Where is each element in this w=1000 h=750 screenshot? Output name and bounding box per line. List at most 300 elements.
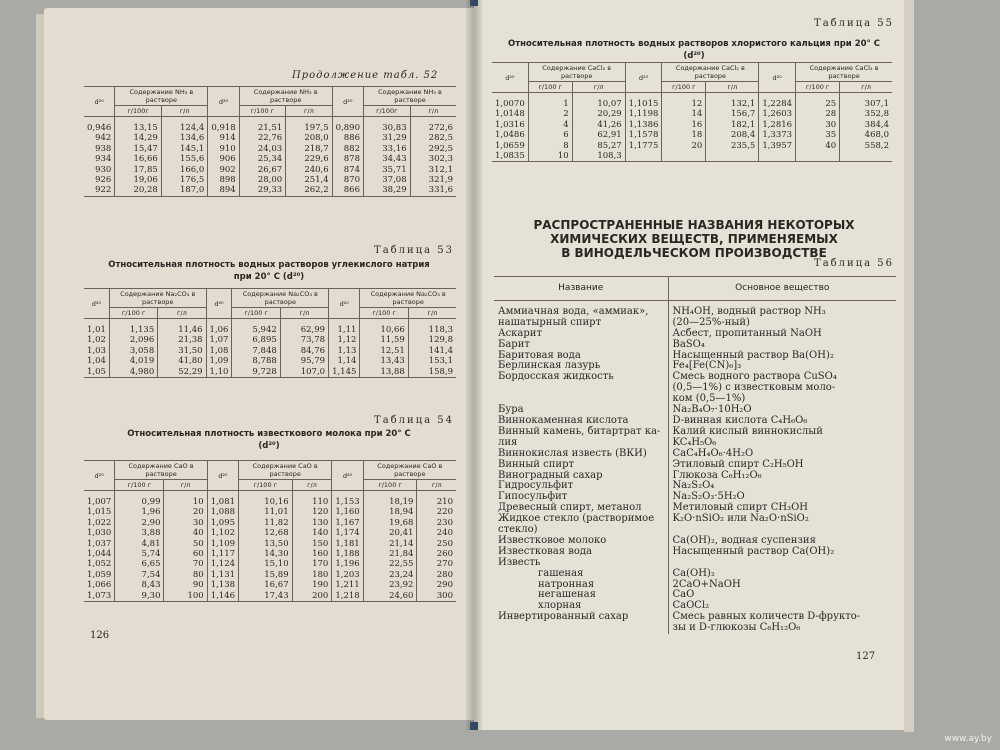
table-cell: 1,1386 [625, 120, 662, 130]
table-cell: 158,9 [428, 366, 453, 377]
table-cell: 18,94 [363, 507, 417, 517]
table-cell: 18,19 [363, 491, 417, 508]
table-cell: 1,153 [332, 491, 363, 508]
list-item [494, 300, 896, 317]
table-cell: 938 [84, 144, 115, 154]
list-item [494, 329, 896, 340]
table-cell [625, 151, 662, 162]
density-header: d²⁰ [759, 63, 796, 93]
table-cell: 2,90 [115, 518, 164, 528]
table-cell: 218,7 [286, 144, 333, 154]
table-cell: 898 [208, 175, 239, 185]
table-cell: 1,1578 [625, 130, 662, 140]
table-cell: 866 [332, 185, 363, 196]
table-cell: 24,60 [363, 591, 417, 602]
unit-header: г/100 г [115, 480, 164, 491]
table-cell: 1,1198 [625, 109, 662, 119]
unit-header: г/л [572, 82, 625, 93]
table-cell: 107,0 [280, 367, 328, 378]
table-cell: 50 [164, 539, 207, 549]
substance-name: Жидкое стекло (растворимое [494, 514, 668, 525]
table-cell: 906 [208, 154, 239, 164]
main-substance: Насыщенный раствор Ba(OH)₂ [672, 349, 834, 361]
table-cell: 13,43 [360, 356, 408, 366]
table-cell: 1,0659 [492, 141, 528, 151]
table-cell: 160 [292, 549, 332, 559]
table-cell: 235,5 [706, 141, 759, 151]
substance-name: лия [494, 438, 668, 449]
book-gutter [466, 0, 482, 730]
table-cell: 11,82 [239, 518, 293, 528]
table-cell: 8,43 [115, 580, 164, 590]
content-header: Содержание Na₂CO₃ в растворе [109, 289, 206, 308]
table-row [84, 549, 456, 559]
substance-name: Винный камень, битартрат ка- [494, 427, 668, 438]
main-substance: ком (0,5—1%) [672, 393, 746, 405]
table-cell: 1,11 [329, 319, 360, 336]
table-cell: 1,145 [329, 367, 360, 378]
table-cell: 270 [436, 559, 453, 570]
table-cell: 4,81 [115, 539, 164, 549]
table-cell: 870 [332, 175, 363, 185]
substance-name: Известь [494, 558, 668, 569]
table-cell: 62,99 [280, 319, 328, 336]
unit-header: г/л [158, 308, 206, 319]
table-cell: 132,1 [706, 93, 759, 110]
table-cell: 262,2 [286, 185, 333, 196]
substance-name: Барит [494, 340, 668, 351]
substance-name: Известковое молоко [494, 536, 668, 547]
page-number-right: 127 [856, 651, 876, 662]
table-cell: 1,066 [84, 580, 115, 590]
table-cell: 1,095 [207, 518, 238, 528]
table-cell: 1,030 [84, 528, 115, 538]
substance-name: гашеная [494, 569, 668, 580]
table-cell: 20,29 [572, 109, 625, 119]
table-cell: 1,01 [84, 319, 109, 336]
table-cell: 31,50 [158, 346, 206, 356]
unit-header: г/л [408, 308, 456, 319]
main-substance: NH₄OH, водный раствор NH₃ [672, 305, 826, 317]
table-cell: 1,1775 [625, 141, 662, 151]
table-cell: 1,135 [109, 319, 157, 336]
table-cell [662, 151, 706, 162]
table-cell: 13,88 [360, 367, 408, 378]
table-cell: 1,131 [207, 570, 238, 580]
list-item [494, 514, 896, 525]
table-row [84, 356, 456, 366]
column-header-name: Название [494, 277, 668, 301]
table-cell: 282,5 [428, 133, 453, 144]
table-cell: 12,68 [239, 528, 293, 538]
table-cell: 1,015 [84, 507, 115, 517]
substance-name: Виннокаменная кислота [494, 416, 668, 427]
table-cell: 1,10 [206, 367, 232, 378]
main-substance: Ca(OH)₂, водная суспензия [672, 534, 816, 546]
table-cell: 10,07 [572, 93, 625, 110]
table-row [492, 120, 892, 130]
density-header: d²⁰ [492, 63, 528, 93]
table-cell: 140 [292, 528, 332, 538]
table-cell: 1,05 [84, 367, 109, 378]
list-item [494, 460, 896, 471]
table-cell: 5,74 [115, 549, 164, 559]
table-cell [759, 151, 796, 162]
table-cell: 902 [208, 165, 239, 175]
table-cell: 307,1 [864, 99, 889, 109]
table-cell: 1,3373 [759, 130, 796, 140]
table-cell: 290 [436, 580, 453, 591]
content-header: Содержание Na₂CO₃ в растворе [360, 289, 456, 308]
section-heading-line-3: В ВИНОДЕЛЬЧЕСКОМ ПРОИЗВОДСТВЕ [561, 246, 827, 260]
main-substance: CaO [672, 589, 695, 601]
main-substance: Na₂B₄O₇·10H₂O [672, 404, 752, 416]
left-page [44, 8, 474, 720]
table-cell: 23,92 [363, 580, 417, 590]
table-cell: 240 [436, 528, 453, 539]
table-cell: 37,08 [364, 175, 411, 185]
table-cell: 124,4 [161, 117, 208, 134]
table-cell: 1,181 [332, 539, 363, 549]
table-cell: 11,59 [360, 335, 408, 345]
table-cell: 182,1 [706, 120, 759, 130]
table-cell: 6,65 [115, 559, 164, 569]
table-cell: 229,6 [286, 154, 333, 164]
main-substance: CaC₄H₄O₆·4H₂O [672, 447, 754, 459]
density-header: d²⁰ [329, 289, 360, 319]
table-cell: 1,0835 [492, 151, 528, 162]
list-item [494, 340, 896, 351]
right-page-edge [904, 0, 914, 732]
table-cell: 331,6 [428, 185, 453, 196]
table-cell: 3,88 [115, 528, 164, 538]
density-header: d²⁰ [208, 87, 239, 117]
table-cell: 15,89 [239, 570, 293, 580]
table-cell: 73,78 [280, 335, 328, 345]
density-header: d²⁰ [625, 63, 662, 93]
table-cell: 9,30 [115, 591, 164, 602]
substance-name: Гидросульфит [494, 481, 668, 492]
substance-name: Бура [494, 405, 668, 416]
table-cell: 20 [164, 507, 207, 517]
table-cell: 894 [208, 185, 239, 196]
content-header: Содержание CaO в растворе [115, 461, 207, 480]
table-cell: 14 [662, 109, 706, 119]
table-row [492, 151, 892, 162]
content-header: Содержание CaCl₂ в растворе [796, 63, 892, 82]
substance-name: хлорная [494, 601, 668, 612]
table-cell: 134,6 [161, 133, 208, 143]
table-cell: 15,10 [239, 559, 293, 569]
unit-header: г/100г [364, 106, 411, 117]
table-cell: 25,34 [239, 154, 285, 164]
table-cell: 1,03 [84, 346, 109, 356]
main-substance: Глюкоза C₆H₁₂O₆ [672, 469, 762, 481]
table-cell: 934 [84, 154, 115, 164]
unit-header: г/100г [115, 106, 161, 117]
table-row [84, 117, 456, 134]
table-row [84, 175, 456, 185]
table-cell: 874 [332, 165, 363, 175]
main-substance: Na₂S₂O₄ [672, 480, 715, 492]
table-cell: 1,08 [206, 346, 232, 356]
table-cell: 1,2284 [759, 93, 796, 110]
table-cell: 28 [796, 109, 840, 119]
table-cell: 110 [292, 491, 332, 508]
table-cell: 1,088 [207, 507, 238, 517]
table-row [84, 491, 456, 508]
table-cell: 197,5 [286, 117, 333, 134]
table-cell: 40 [164, 528, 207, 538]
page-number-left: 126 [90, 630, 110, 641]
table-54 [84, 460, 456, 602]
table-cell: 5,942 [232, 319, 280, 336]
main-substance: (0,5—1%) с известковым моло- [672, 382, 836, 394]
table-cell: 4,019 [109, 356, 157, 366]
table-row [84, 539, 456, 549]
list-item [494, 449, 896, 460]
unit-header: г/100 г [528, 82, 572, 93]
table-cell: 19,68 [363, 518, 417, 528]
table-cell: 910 [208, 144, 239, 154]
table-54-label: Таблица 54 [374, 415, 454, 426]
table-54-title: Относительная плотность известкового молока при 20° С (d²⁰) [127, 429, 411, 451]
table-cell: 200 [292, 591, 332, 602]
table-cell: 17,85 [115, 165, 161, 175]
substance-name [494, 383, 668, 394]
substance-name: Инвертированный сахар [494, 612, 668, 623]
table-cell: 95,79 [280, 356, 328, 366]
table-cell: 1,044 [84, 549, 115, 559]
table-cell: 11,46 [158, 319, 206, 336]
table-cell: 41,26 [572, 120, 625, 130]
table-cell: 260 [436, 549, 453, 560]
table-cell: 1,109 [207, 539, 238, 549]
density-header: d²⁰ [84, 87, 115, 117]
table-cell: 21,38 [158, 335, 206, 345]
table-cell: 30 [796, 120, 840, 130]
substance-name: Винный спирт [494, 460, 668, 471]
table-cell: 292,5 [428, 143, 453, 154]
main-substance: K₂O·nSiO₂ или Na₂O·nSiO₂ [672, 513, 809, 525]
table-cell: 1,0316 [492, 120, 528, 130]
main-substance: 2CaO+NaOH [672, 578, 741, 590]
main-substance: BaSO₄ [672, 338, 705, 350]
table-cell: 926 [84, 175, 115, 185]
table-cell: 1,196 [332, 559, 363, 569]
table-cell: 90 [164, 580, 207, 590]
substance-name: Берлинская лазурь [494, 361, 668, 372]
table-cell: 1,13 [329, 346, 360, 356]
table-cell: 1,211 [332, 580, 363, 590]
table-cell: 180 [292, 570, 332, 580]
table-cell: 208,0 [286, 133, 333, 143]
table-cell: 9,728 [232, 367, 280, 378]
table-cell: 62,91 [572, 130, 625, 140]
table-cell: 1,0148 [492, 109, 528, 119]
table-cell: 15,47 [115, 144, 161, 154]
unit-header: г/100 г [796, 82, 840, 93]
table-cell: 150 [292, 539, 332, 549]
continuation-label: Продолжение табл. 52 [292, 70, 439, 81]
table-cell: 166,0 [161, 165, 208, 175]
unit-header: г/л [410, 106, 456, 117]
table-cell: 1,117 [207, 549, 238, 559]
table-cell: 34,43 [364, 154, 411, 164]
table-row [84, 367, 456, 378]
table-cell: 1 [528, 93, 572, 110]
table-cell: 155,6 [161, 154, 208, 164]
table-cell: 26,67 [239, 165, 285, 175]
table-cell: 16 [662, 120, 706, 130]
table-cell: 1,102 [207, 528, 238, 538]
table-cell [796, 151, 840, 162]
table-cell: 29,33 [239, 185, 285, 196]
table-cell: 8,788 [232, 356, 280, 366]
table-cell: 10,16 [239, 491, 293, 508]
table-cell: 886 [332, 133, 363, 143]
table-cell: 13,50 [239, 539, 293, 549]
table-row [492, 130, 892, 140]
table-row [84, 518, 456, 528]
table-cell: 41,80 [158, 356, 206, 366]
table-cell [840, 151, 892, 162]
content-header: Содержание CaO в растворе [239, 461, 332, 480]
substance-name: негашеная [494, 590, 668, 601]
substance-name: Гипосульфит [494, 492, 668, 503]
content-header: Содержание CaO в растворе [363, 461, 456, 480]
table-cell: 28,00 [239, 175, 285, 185]
table-cell: 1,06 [206, 319, 232, 336]
table-cell: 108,3 [572, 151, 625, 162]
table-cell: 1,022 [84, 518, 115, 528]
table-cell: 12,51 [360, 346, 408, 356]
table-cell: 1,081 [207, 491, 238, 508]
table-cell: 1,188 [332, 549, 363, 559]
table-56-label: Таблица 56 [814, 258, 894, 269]
table-cell: 352,8 [864, 109, 889, 120]
content-header: Содержание NH₃ в растворе [239, 87, 332, 106]
substance-name [494, 623, 668, 634]
table-cell: 3,058 [109, 346, 157, 356]
table-cell: 100 [164, 591, 207, 602]
table-53-label: Таблица 53 [374, 245, 454, 256]
table-cell: 230 [436, 517, 453, 528]
table-cell: 1,14 [329, 356, 360, 366]
table-cell: 16,67 [239, 580, 293, 590]
table-row [492, 109, 892, 119]
table-row [84, 570, 456, 580]
table-cell: 468,0 [864, 130, 889, 141]
table-cell: 1,174 [332, 528, 363, 538]
table-cell: 1,0486 [492, 130, 528, 140]
table-cell: 35,71 [364, 165, 411, 175]
table-cell: 1,96 [115, 507, 164, 517]
table-cell: 4,980 [109, 367, 157, 378]
main-substance: Этиловый спирт C₂H₅OH [672, 458, 804, 470]
table-cell: 280 [436, 569, 453, 580]
unit-header: г/100 г [360, 308, 408, 319]
book-spine-top [470, 0, 478, 6]
table-cell: 156,7 [706, 109, 759, 119]
table-cell: 129,8 [428, 335, 453, 346]
substance-name: Бордосская жидкость [494, 372, 668, 383]
table-cell: 84,76 [280, 346, 328, 356]
right-page [474, 0, 910, 730]
table-cell: 21,84 [363, 549, 417, 559]
table-row [84, 165, 456, 175]
table-cell: 20,28 [115, 185, 161, 196]
table-55-title: Относительная плотность водных растворов хлористого кальция при 20° С (d²⁰) [508, 39, 880, 61]
table-cell: 272,6 [428, 123, 453, 133]
table-row [84, 185, 456, 196]
table-52 [84, 86, 456, 197]
table-cell: 16,66 [115, 154, 161, 164]
content-header: Содержание CaCl₂ в растворе [528, 63, 625, 82]
table-55 [492, 62, 892, 162]
substance-name: стекло) [494, 525, 668, 536]
table-cell: 10 [528, 151, 572, 162]
substance-name: нашатырный спирт [494, 318, 668, 329]
unit-header: г/л [161, 106, 208, 117]
substance-name: Известковая вода [494, 547, 668, 558]
table-cell: 6 [528, 130, 572, 140]
table-cell: 19,06 [115, 175, 161, 185]
main-substance: CaOCl₂ [672, 600, 710, 612]
table-cell: 1,3957 [759, 141, 796, 151]
table-cell: 930 [84, 165, 115, 175]
table-cell: 878 [332, 154, 363, 164]
table-cell: 4 [528, 120, 572, 130]
table-cell: 558,2 [864, 140, 889, 151]
table-cell: 1,1015 [625, 93, 662, 110]
table-cell: 141,4 [428, 345, 453, 356]
table-row [84, 346, 456, 356]
density-header: d²⁰ [84, 461, 115, 491]
unit-header: г/л [292, 480, 332, 491]
list-item [494, 623, 896, 634]
table-cell: 176,5 [161, 175, 208, 185]
table-row [492, 93, 892, 110]
table-cell: 251,4 [286, 175, 333, 185]
table-cell: 1,167 [332, 518, 363, 528]
table-cell: 1,2816 [759, 120, 796, 130]
table-cell: 8 [528, 141, 572, 151]
table-cell: 25 [796, 93, 840, 110]
content-header: Содержание NH₃ в растворе [364, 87, 457, 106]
unit-header: г/л [706, 82, 759, 93]
substance-name: Баритовая вода [494, 351, 668, 362]
table-row [84, 507, 456, 517]
unit-header: г/л [417, 480, 456, 491]
section-heading-line-2: ХИМИЧЕСКИХ ВЕЩЕСТВ, ПРИМЕНЯЕМЫХ [550, 232, 838, 246]
table-cell: 1,2603 [759, 109, 796, 119]
main-substance: KC₄H₅O₆ [672, 436, 717, 448]
table-cell: 30 [164, 518, 207, 528]
substance-name: Виннокислая известь (ВКИ) [494, 449, 668, 460]
open-book [30, 0, 910, 740]
table-cell: 20 [662, 141, 706, 151]
table-cell: 1,218 [332, 591, 363, 602]
list-item [494, 547, 896, 558]
table-cell: 38,29 [364, 185, 411, 196]
table-cell: 2,096 [109, 335, 157, 345]
table-cell: 922 [84, 185, 115, 196]
substance-name: Аммиачная вода, «аммиак», [494, 300, 668, 317]
table-cell: 1,160 [332, 507, 363, 517]
table-cell: 11,01 [239, 507, 293, 517]
main-substance: Калий кислый виннокислый [672, 425, 823, 437]
